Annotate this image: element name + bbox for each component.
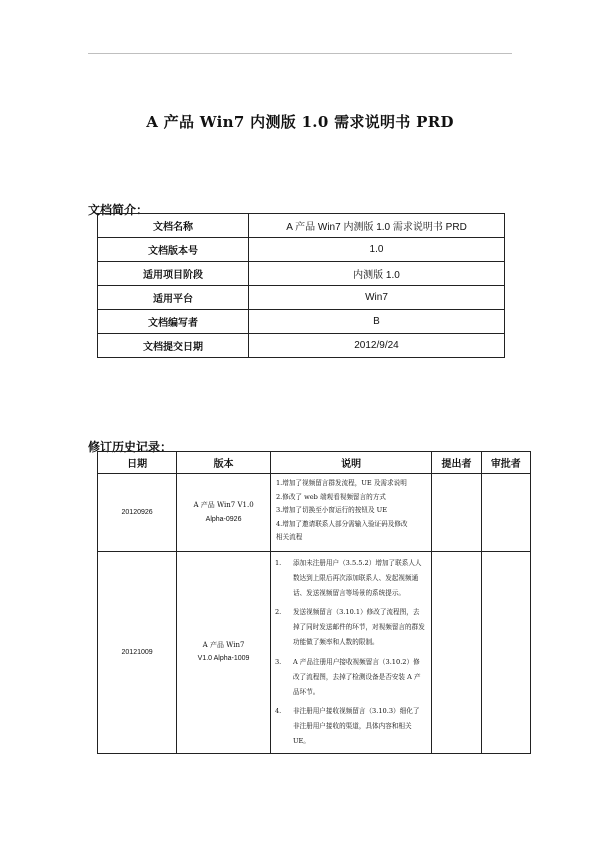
- table-row: [98, 310, 505, 334]
- table-row: [98, 552, 531, 754]
- item-text: 非注册用户接收视频留言（3.10.3）细化了非注册用户接收的渠道，具体内容和相关 UE。: [292, 707, 420, 746]
- description-line: 相关流程: [275, 533, 303, 542]
- version-line: Alpha-0926: [205, 515, 242, 523]
- table-row: [98, 286, 505, 310]
- info-value: 2012/9/24: [249, 334, 505, 358]
- revision-version: [177, 474, 271, 552]
- info-section-heading: 文档简介：: [88, 203, 149, 217]
- description-line: 3.增加了切换至小窗运行的按钮及 UE: [275, 506, 388, 515]
- revision-approver: [481, 474, 530, 552]
- version-line: A 产品 Win7: [202, 641, 245, 650]
- list-item: [275, 704, 425, 748]
- revision-description: [270, 552, 431, 754]
- column-header-date: 日期: [98, 452, 177, 474]
- info-value: 内测版 1.0: [249, 262, 505, 286]
- column-header-proposer: 提出者: [432, 452, 481, 474]
- info-value: 1.0: [249, 238, 505, 262]
- revision-history-table: [97, 451, 531, 754]
- info-value: B: [249, 310, 505, 334]
- info-key: 文档提交日期: [98, 334, 249, 358]
- info-key: 适用平台: [98, 286, 249, 310]
- item-number: 4.: [274, 707, 282, 716]
- version-line: V1.0 Alpha-1009: [197, 655, 250, 663]
- table-row: [98, 474, 531, 552]
- column-header-description: 说明: [270, 452, 431, 474]
- list-item: [275, 655, 425, 699]
- info-key: 适用项目阶段: [98, 262, 249, 286]
- description-line: 1.增加了视频留言群发流程，UE 及需求说明: [275, 479, 407, 487]
- list-item: [275, 556, 425, 600]
- revision-approver: [481, 552, 530, 754]
- column-header-version: 版本: [177, 452, 271, 474]
- list-item: [275, 605, 425, 649]
- table-row: [98, 214, 505, 238]
- document-info-table: [97, 213, 505, 358]
- item-number: 3.: [274, 657, 282, 666]
- header-rule: [88, 53, 512, 54]
- column-header-approver: 审批者: [481, 452, 530, 474]
- item-text: 发送视频留言（3.10.1）修改了流程图，去掉了同时发送邮件的环节，对视频留言的群发功能做了频率和人数的限制。: [292, 608, 425, 647]
- document-title: A 产品 Win7 内测版 1.0 需求说明书 PRD: [146, 113, 454, 131]
- item-text: A 产品注册用户接收视频留言（3.10.2）修改了流程图，去掉了检测设备是否安装 A 产品环节。: [292, 657, 421, 696]
- version-line: A 产品 Win7 V1.0: [193, 501, 254, 510]
- revision-proposer: [432, 474, 481, 552]
- revision-date: 20120926: [98, 474, 177, 552]
- table-row: [98, 238, 505, 262]
- info-key: 文档编写者: [98, 310, 249, 334]
- revision-date: 20121009: [98, 552, 177, 754]
- item-number: 1.: [274, 559, 282, 567]
- revision-section-heading: 修订历史记录：: [88, 440, 173, 454]
- info-key: 文档名称: [98, 214, 249, 238]
- item-text: 添加未注册用户（3.5.5.2）增加了联系人人数达到上限后再次添加联系人、发起视频通话、发送视频留言等场景的系统提示。: [292, 559, 422, 597]
- revision-version: [177, 552, 271, 754]
- description-line: 4.增加了邀请联系人部分需输入验证码及修改: [275, 519, 408, 528]
- table-row: [98, 334, 505, 358]
- revision-description: [270, 474, 431, 552]
- table-header-row: [98, 452, 531, 474]
- table-row: [98, 262, 505, 286]
- info-value: A 产品 Win7 内测版 1.0 需求说明书 PRD: [249, 214, 505, 238]
- revision-proposer: [432, 552, 481, 754]
- item-number: 2.: [274, 608, 282, 617]
- info-key: 文档版本号: [98, 238, 249, 262]
- description-line: 2.修改了 web 端观看视频留言的方式: [275, 492, 386, 501]
- info-value: Win7: [249, 286, 505, 310]
